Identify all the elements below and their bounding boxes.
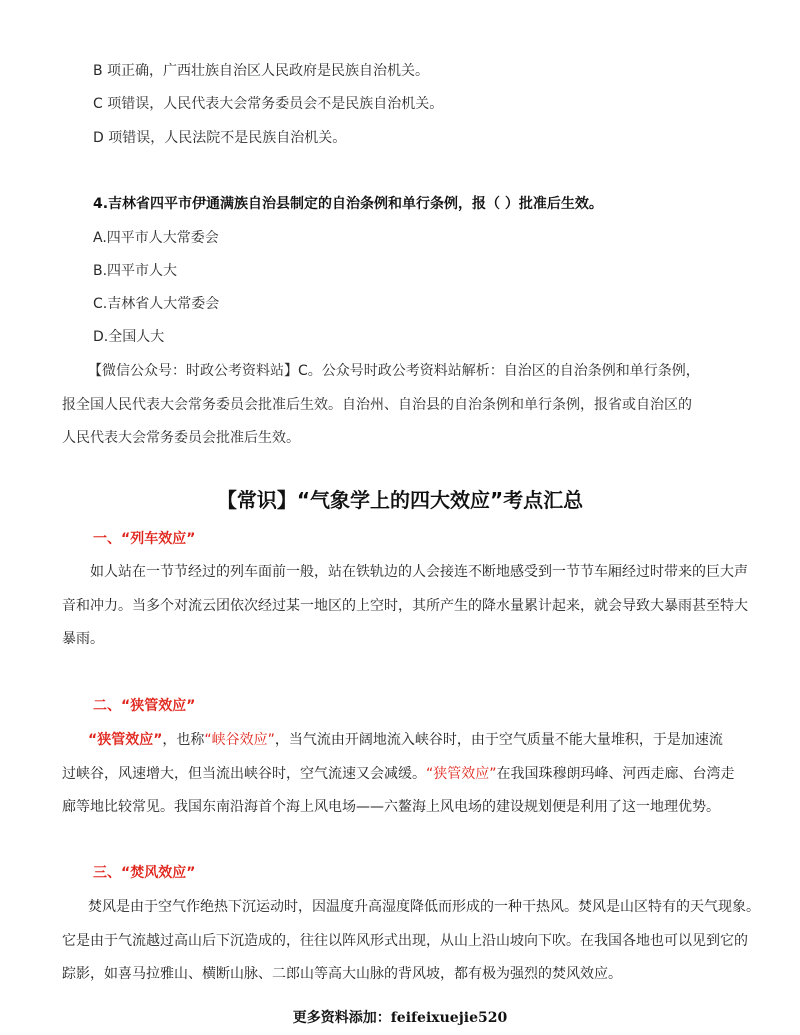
option-c: C.吉林省人大常委会	[93, 296, 220, 312]
option-a: A.四平市人大常委会	[93, 230, 219, 246]
option-b: B.四平市人大	[93, 263, 178, 279]
text-span: ，当气流由开阔地流入峡谷时，由于空气质量不能大量堆积，于是加速流	[274, 732, 723, 748]
text-span: 在我国珠穆朗玛峰、河西走廊、台湾走	[496, 766, 735, 782]
section-title: 一、“列车效应”	[93, 531, 196, 547]
paragraph-line: 它是由于气流越过高山后下沉造成的，往往以阵风形式出现，从山上沿山坡向下吹。在我国各地也可以见到它的	[62, 933, 748, 949]
term-highlight: “狭管效应”	[426, 766, 497, 782]
answer-line: 报全国人民代表大会常务委员会批准后生效。自治州、自治县的自治条例和单行条例，报省或自治区的	[62, 397, 692, 413]
paragraph-line: 暴雨。	[62, 631, 104, 647]
answer-explanation-c: C 项错误，人民代表大会常务委员会不是民族自治机关。	[93, 96, 444, 112]
paragraph-line: 焚风是由于空气作绝热下沉运动时，因温度升高湿度降低而形成的一种干热风。焚风是山区特有的天气现象。	[88, 899, 760, 915]
article-heading: 【常识】“气象学上的四大效应”考点汇总	[216, 488, 584, 512]
paragraph-line: 如人站在一节节经过的列车面前一般，站在铁轨边的人会接连不断地感受到一节节车厢经过时带来的巨大声	[90, 564, 748, 580]
section-title: 三、“焚风效应”	[93, 865, 196, 881]
paragraph-line	[88, 731, 723, 749]
text-span: ，也称	[162, 732, 205, 748]
paragraph-line: 廊等地比较常见。我国东南沿海首个海上风电场——六鳌海上风电场的建设规划便是利用了这一地理优势。	[62, 799, 720, 815]
option-d: D.全国人大	[93, 329, 165, 345]
answer-explanation-b: B 项正确，广西壮族自治区人民政府是民族自治机关。	[93, 63, 430, 79]
text-span: 过峡谷，风速增大，但当流出峡谷时，空气流速又会减缓。	[62, 766, 426, 782]
paragraph-line: 音和冲力。当多个对流云团依次经过某一地区的上空时，其所产生的降水量累计起来，就会导致大暴雨甚至特大	[62, 598, 748, 614]
paragraph-line: 踪影，如喜马拉雅山、横断山脉、二郎山等高大山脉的背风坡，都有极为强烈的焚风效应。	[62, 966, 622, 982]
answer-explanation-d: D 项错误，人民法院不是民族自治机关。	[93, 130, 347, 146]
term-highlight: “狭管效应”	[88, 732, 163, 748]
answer-line: 人民代表大会常务委员会批准后生效。	[62, 430, 300, 446]
term-highlight: “峡谷效应”	[204, 732, 275, 748]
answer-line: 【微信公众号：时政公考资料站】C。公众号时政公考资料站解析：自治区的自治条例和单行条例，	[88, 363, 700, 379]
question-title: 4.吉林省四平市伊通满族自治县制定的自治条例和单行条例，报（ ）批准后生效。	[93, 196, 603, 212]
paragraph-line	[62, 765, 735, 783]
section-title: 二、“狭管效应”	[93, 698, 196, 714]
footer-note: 更多资料添加：feifeixuejie520	[292, 1010, 508, 1026]
